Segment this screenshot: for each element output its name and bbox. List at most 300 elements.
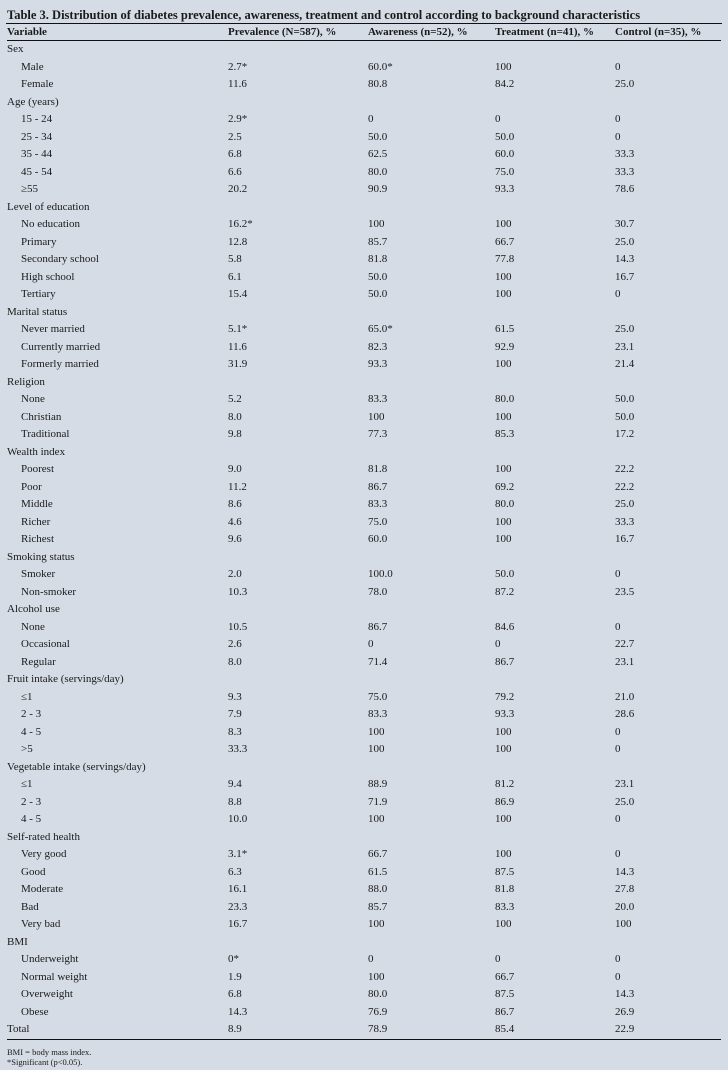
- treatment-cell: [495, 549, 615, 567]
- prevalence-cell: [228, 549, 368, 567]
- group-label: Sex: [7, 43, 24, 55]
- control-cell: 22.7: [615, 638, 635, 650]
- group-label: Religion: [7, 375, 45, 388]
- group-row: [7, 444, 721, 462]
- treatment-cell: 50.0: [495, 130, 515, 143]
- row-label: 4 - 5: [21, 813, 42, 825]
- group-row: [7, 671, 721, 689]
- group-label: Wealth index: [7, 445, 66, 458]
- prevalence-cell: [228, 934, 368, 952]
- table-row: [7, 76, 721, 94]
- treatment-cell: 100: [495, 218, 512, 230]
- awareness-cell: [368, 444, 495, 462]
- awareness-cell: 71.9: [368, 795, 388, 808]
- awareness-cell: 62.5: [368, 148, 388, 160]
- row-label: Non-smoker: [21, 585, 76, 598]
- row-label: Middle: [21, 498, 53, 510]
- prevalence-cell: 0*: [228, 953, 239, 965]
- table-row: [7, 216, 721, 234]
- table-body: [7, 41, 721, 1040]
- row-label: None: [21, 393, 45, 405]
- awareness-cell: 78.9: [368, 1021, 495, 1039]
- group-row: [7, 94, 721, 112]
- treatment-cell: [495, 444, 615, 462]
- row-label: Christian: [21, 410, 62, 423]
- treatment-cell: 60.0: [495, 148, 515, 160]
- prevalence-cell: 20.2: [228, 183, 248, 195]
- table-row: [7, 426, 721, 444]
- row-label: Occasional: [21, 638, 70, 650]
- treatment-cell: 87.2: [495, 585, 515, 598]
- prevalence-cell: [228, 759, 368, 777]
- awareness-cell: 100.0: [368, 568, 393, 580]
- row-label: No education: [21, 218, 80, 230]
- table-row: [7, 356, 721, 374]
- treatment-cell: [495, 304, 615, 322]
- prevalence-cell: 9.4: [228, 778, 242, 790]
- control-cell: 25.0: [615, 323, 635, 335]
- prevalence-cell: 10.5: [228, 620, 248, 633]
- control-cell: 0: [615, 813, 621, 825]
- footnotes: [7, 1047, 91, 1067]
- table-row: [7, 146, 721, 164]
- control-cell: 0: [615, 568, 621, 580]
- awareness-cell: [368, 374, 495, 392]
- prevalence-cell: 9.3: [228, 690, 242, 703]
- control-cell: 17.2: [615, 428, 635, 440]
- control-cell: [615, 374, 721, 392]
- footnote-significance: *Significant (p<0.05).: [7, 1057, 83, 1067]
- prevalence-cell: 14.3: [228, 1005, 248, 1018]
- treatment-cell: 86.7: [495, 1005, 515, 1018]
- table-row: [7, 636, 721, 654]
- awareness-cell: 80.0: [368, 988, 388, 1000]
- awareness-cell: 50.0: [368, 270, 388, 283]
- row-label: 2 - 3: [21, 795, 42, 808]
- table-row: [7, 969, 721, 987]
- awareness-cell: 86.7: [368, 480, 388, 493]
- table-row: [7, 409, 721, 427]
- prevalence-cell: 6.3: [228, 865, 242, 878]
- row-label: 45 - 54: [21, 165, 53, 178]
- prevalence-cell: [228, 601, 368, 619]
- control-cell: 33.3: [615, 165, 635, 178]
- table-row: [7, 391, 721, 409]
- awareness-cell: 85.7: [368, 235, 388, 248]
- control-cell: 50.0: [615, 410, 635, 423]
- treatment-cell: 100: [495, 813, 512, 825]
- prevalence-cell: 9.8: [228, 428, 242, 440]
- awareness-cell: 60.0*: [368, 60, 393, 73]
- treatment-cell: [495, 934, 615, 952]
- awareness-cell: 65.0*: [368, 323, 393, 335]
- prevalence-cell: 16.7: [228, 918, 248, 930]
- footnote-bmi: BMI = body mass index.: [7, 1047, 92, 1057]
- table-row: [7, 881, 721, 899]
- prevalence-cell: [228, 304, 368, 322]
- prevalence-cell: 2.7*: [228, 60, 248, 73]
- prevalence-cell: 23.3: [228, 900, 248, 913]
- treatment-cell: 100: [495, 288, 512, 300]
- prevalence-cell: 5.1*: [228, 323, 248, 335]
- row-label: 35 - 44: [21, 148, 53, 160]
- awareness-cell: 83.3: [368, 708, 388, 720]
- control-cell: 100: [615, 918, 632, 930]
- table-row: [7, 916, 721, 934]
- treatment-cell: 100: [495, 60, 512, 73]
- treatment-cell: 50.0: [495, 568, 515, 580]
- awareness-cell: 0: [368, 638, 374, 650]
- awareness-cell: 83.3: [368, 393, 388, 405]
- treatment-cell: 79.2: [495, 690, 515, 703]
- table-row: [7, 531, 721, 549]
- treatment-cell: [495, 374, 615, 392]
- row-label: Very good: [21, 848, 67, 860]
- control-cell: [615, 601, 721, 619]
- control-cell: 27.8: [615, 883, 635, 895]
- treatment-cell: 83.3: [495, 900, 515, 913]
- treatment-cell: 61.5: [495, 323, 515, 335]
- table-row: [7, 864, 721, 882]
- awareness-cell: [368, 759, 495, 777]
- prevalence-cell: 12.8: [228, 235, 248, 248]
- prevalence-cell: 9.6: [228, 533, 242, 545]
- table-row: [7, 794, 721, 812]
- control-cell: 22.2: [615, 463, 635, 475]
- awareness-cell: 86.7: [368, 620, 388, 633]
- table-row: [7, 741, 721, 759]
- treatment-cell: [495, 94, 615, 112]
- control-cell: 16.7: [615, 533, 635, 545]
- prevalence-cell: 8.8: [228, 795, 242, 808]
- treatment-cell: 80.0: [495, 393, 515, 405]
- control-cell: 50.0: [615, 393, 635, 405]
- treatment-cell: 100: [495, 533, 512, 545]
- row-label: >5: [21, 743, 33, 755]
- control-cell: 25.0: [615, 795, 635, 808]
- control-cell: 26.9: [615, 1005, 635, 1018]
- prevalence-cell: 8.0: [228, 410, 242, 423]
- prevalence-cell: [228, 374, 368, 392]
- treatment-cell: [495, 199, 615, 217]
- awareness-cell: 100: [368, 970, 385, 983]
- treatment-cell: 86.9: [495, 795, 515, 808]
- group-label: Self-rated health: [7, 830, 80, 843]
- table-row: [7, 776, 721, 794]
- treatment-cell: 100: [495, 358, 512, 370]
- table-row: [7, 951, 721, 969]
- prevalence-cell: 8.0: [228, 655, 242, 668]
- treatment-cell: 100: [495, 918, 512, 930]
- awareness-cell: 71.4: [368, 655, 388, 668]
- row-label: 2 - 3: [21, 708, 42, 720]
- row-label: Primary: [21, 235, 57, 248]
- row-label: Good: [21, 865, 46, 878]
- control-cell: 23.1: [615, 778, 635, 790]
- treatment-cell: 81.2: [495, 778, 515, 790]
- treatment-cell: 66.7: [495, 970, 515, 983]
- group-row: [7, 304, 721, 322]
- group-label: Marital status: [7, 305, 68, 318]
- group-row: [7, 374, 721, 392]
- group-label: Smoking status: [7, 550, 75, 563]
- prevalence-cell: 2.6: [228, 638, 242, 650]
- table-row: [7, 619, 721, 637]
- header-control: Control (n=35), %: [615, 24, 721, 41]
- awareness-cell: 81.8: [368, 463, 388, 475]
- row-label: Tertiary: [21, 288, 56, 300]
- table-row: [7, 269, 721, 287]
- awareness-cell: [368, 304, 495, 322]
- prevalence-cell: 6.8: [228, 148, 242, 160]
- prevalence-cell: 8.3: [228, 725, 242, 738]
- diabetes-table: [7, 24, 721, 1040]
- treatment-cell: 84.6: [495, 620, 515, 633]
- table-row: [7, 811, 721, 829]
- control-cell: 0: [615, 848, 621, 860]
- header-treatment: Treatment (n=41), %: [495, 24, 615, 41]
- control-cell: [615, 304, 721, 322]
- awareness-cell: [368, 829, 495, 847]
- table-row: [7, 566, 721, 584]
- awareness-cell: 61.5: [368, 865, 388, 878]
- header-prevalence: Prevalence (N=587), %: [228, 24, 368, 41]
- control-cell: 0: [615, 725, 621, 738]
- awareness-cell: 100: [368, 218, 385, 230]
- treatment-cell: 0: [495, 638, 501, 650]
- row-label: Moderate: [21, 883, 64, 895]
- treatment-cell: 85.4: [495, 1021, 615, 1039]
- prevalence-cell: 5.2: [228, 393, 242, 405]
- treatment-cell: 100: [495, 725, 512, 738]
- row-label: Female: [21, 78, 54, 90]
- awareness-cell: 80.0: [368, 165, 388, 178]
- treatment-cell: 81.8: [495, 883, 515, 895]
- treatment-cell: 93.3: [495, 708, 515, 720]
- control-cell: 21.0: [615, 690, 635, 703]
- control-cell: [615, 934, 721, 952]
- control-cell: 16.7: [615, 270, 635, 283]
- prevalence-cell: 9.0: [228, 463, 242, 475]
- control-cell: 0: [615, 60, 621, 73]
- row-label: Poor: [21, 480, 42, 493]
- row-label: Bad: [21, 900, 39, 913]
- row-label: Never married: [21, 323, 85, 335]
- awareness-cell: 80.8: [368, 78, 388, 90]
- prevalence-cell: 16.2*: [228, 218, 253, 230]
- control-cell: [615, 549, 721, 567]
- awareness-cell: 81.8: [368, 253, 388, 265]
- prevalence-cell: 11.6: [228, 78, 247, 90]
- group-row: [7, 934, 721, 952]
- control-cell: [615, 671, 721, 689]
- table-row: [7, 164, 721, 182]
- row-label: Regular: [21, 655, 56, 668]
- row-label: Underweight: [21, 953, 79, 965]
- awareness-cell: 66.7: [368, 848, 388, 860]
- control-cell: 22.2: [615, 480, 635, 493]
- table-row: [7, 514, 721, 532]
- prevalence-cell: 3.1*: [228, 848, 248, 860]
- row-label: 15 - 24: [21, 113, 53, 125]
- treatment-cell: 92.9: [495, 340, 515, 353]
- table-row: [7, 234, 721, 252]
- group-row: [7, 759, 721, 777]
- header-variable: Variable: [7, 24, 228, 41]
- control-cell: [615, 94, 721, 112]
- control-cell: 0: [615, 953, 621, 965]
- table-row: [7, 286, 721, 304]
- treatment-cell: 87.5: [495, 865, 515, 878]
- row-label: Formerly married: [21, 358, 99, 370]
- awareness-cell: 78.0: [368, 585, 388, 598]
- group-label: Fruit intake (servings/day): [7, 673, 124, 685]
- control-cell: 14.3: [615, 865, 635, 878]
- row-label: ≤1: [21, 690, 33, 703]
- treatment-cell: 84.2: [495, 78, 515, 90]
- control-cell: 23.5: [615, 585, 635, 598]
- prevalence-cell: 7.9: [228, 708, 242, 720]
- table-row: [7, 689, 721, 707]
- row-label: Traditional: [21, 428, 70, 440]
- table-row: [7, 846, 721, 864]
- control-cell: 0: [615, 288, 621, 300]
- row-label: ≥55: [21, 183, 39, 195]
- prevalence-cell: 4.6: [228, 515, 242, 528]
- group-label: Total: [7, 1021, 228, 1039]
- row-label: 4 - 5: [21, 725, 42, 738]
- treatment-cell: 66.7: [495, 235, 515, 248]
- control-cell: 33.3: [615, 515, 635, 528]
- row-label: None: [21, 620, 45, 633]
- control-cell: [615, 444, 721, 462]
- control-cell: 25.0: [615, 78, 635, 90]
- group-row: [7, 829, 721, 847]
- awareness-cell: 88.9: [368, 778, 388, 790]
- table-row: [7, 59, 721, 77]
- control-cell: 0: [615, 620, 621, 633]
- table-row: [7, 654, 721, 672]
- table-row: [7, 111, 721, 129]
- awareness-cell: 0: [368, 113, 374, 125]
- table-row: [7, 899, 721, 917]
- table-row: [7, 129, 721, 147]
- table-row: [7, 584, 721, 602]
- control-cell: 25.0: [615, 498, 635, 510]
- row-label: Male: [21, 60, 44, 73]
- prevalence-cell: 31.9: [228, 358, 248, 370]
- treatment-cell: [495, 41, 615, 59]
- prevalence-cell: 5.8: [228, 253, 242, 265]
- treatment-cell: 100: [495, 410, 512, 423]
- awareness-cell: 90.9: [368, 183, 388, 195]
- row-label: Richer: [21, 515, 51, 528]
- row-label: Overweight: [21, 988, 73, 1000]
- awareness-cell: [368, 671, 495, 689]
- row-label: 25 - 34: [21, 130, 53, 143]
- group-row: [7, 549, 721, 567]
- awareness-cell: 75.0: [368, 515, 388, 528]
- awareness-cell: [368, 94, 495, 112]
- table-row: [7, 339, 721, 357]
- awareness-cell: 100: [368, 725, 385, 738]
- control-cell: [615, 41, 721, 59]
- prevalence-cell: 11.2: [228, 480, 247, 493]
- prevalence-cell: 2.9*: [228, 113, 248, 125]
- prevalence-cell: 2.5: [228, 130, 242, 143]
- table-row: [7, 724, 721, 742]
- awareness-cell: 83.3: [368, 498, 388, 510]
- treatment-cell: 100: [495, 270, 512, 283]
- treatment-cell: 100: [495, 743, 512, 755]
- awareness-cell: 82.3: [368, 340, 388, 353]
- group-label: Level of education: [7, 200, 90, 213]
- control-cell: 33.3: [615, 148, 635, 160]
- row-label: ≤1: [21, 778, 33, 790]
- control-cell: [615, 199, 721, 217]
- awareness-cell: [368, 199, 495, 217]
- table-row: [7, 251, 721, 269]
- group-row: [7, 199, 721, 217]
- table-row: [7, 181, 721, 199]
- row-label: Currently married: [21, 340, 101, 353]
- treatment-cell: 77.8: [495, 253, 515, 265]
- table-row: [7, 1004, 721, 1022]
- prevalence-cell: 8.9: [228, 1021, 368, 1039]
- prevalence-cell: 15.4: [228, 288, 248, 300]
- prevalence-cell: 6.6: [228, 165, 242, 178]
- awareness-cell: 100: [368, 918, 385, 930]
- awareness-cell: [368, 934, 495, 952]
- treatment-cell: [495, 829, 615, 847]
- prevalence-cell: 33.3: [228, 743, 248, 755]
- prevalence-cell: [228, 199, 368, 217]
- control-cell: 23.1: [615, 655, 635, 668]
- awareness-cell: 77.3: [368, 428, 388, 440]
- row-label: Smoker: [21, 568, 56, 580]
- control-cell: 78.6: [615, 183, 635, 195]
- table-row: [7, 496, 721, 514]
- control-cell: 23.1: [615, 340, 635, 353]
- header-awareness: Awareness (n=52), %: [368, 24, 495, 41]
- control-cell: 21.4: [615, 358, 635, 370]
- treatment-cell: 0: [495, 113, 501, 125]
- treatment-cell: 87.5: [495, 988, 515, 1000]
- treatment-cell: [495, 671, 615, 689]
- table-header: [7, 24, 721, 41]
- row-label: High school: [21, 270, 75, 283]
- awareness-cell: [368, 41, 495, 59]
- table-row: [7, 986, 721, 1004]
- group-label: BMI: [7, 935, 28, 948]
- treatment-cell: 80.0: [495, 498, 515, 510]
- awareness-cell: 100: [368, 813, 385, 825]
- treatment-cell: 86.7: [495, 655, 515, 668]
- treatment-cell: [495, 601, 615, 619]
- group-row: [7, 41, 721, 59]
- prevalence-cell: [228, 671, 368, 689]
- table-row: [7, 479, 721, 497]
- group-label: Vegetable intake (servings/day): [7, 760, 146, 773]
- prevalence-cell: 10.0: [228, 813, 248, 825]
- control-cell: 0: [615, 130, 621, 143]
- prevalence-cell: 6.1: [228, 270, 242, 283]
- control-cell: 14.3: [615, 988, 635, 1000]
- awareness-cell: 88.0: [368, 883, 388, 895]
- group-row: [7, 1021, 721, 1039]
- prevalence-cell: 2.0: [228, 568, 242, 580]
- prevalence-cell: 11.6: [228, 340, 247, 353]
